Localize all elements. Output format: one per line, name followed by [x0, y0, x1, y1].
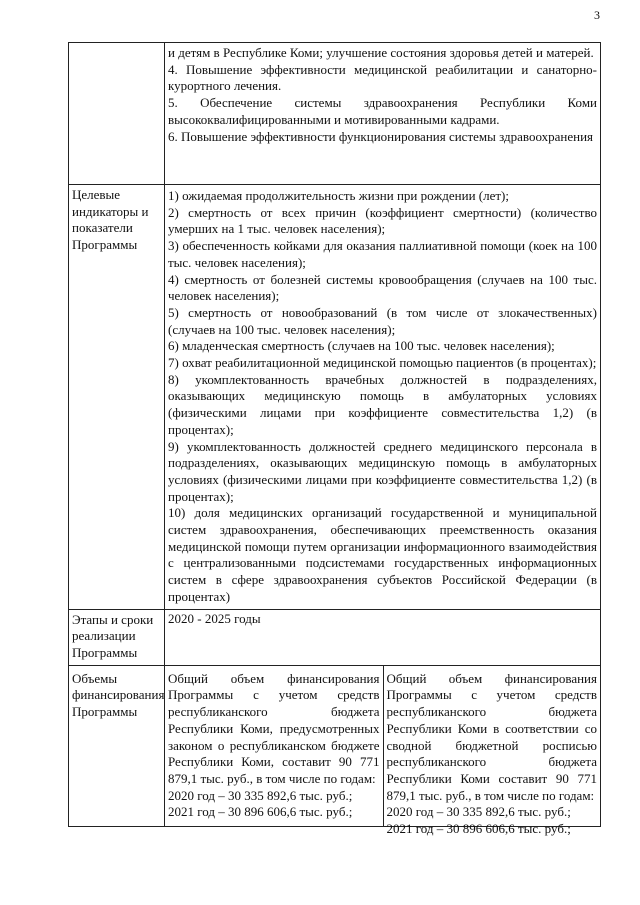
- program-passport-table: [68, 42, 601, 837]
- goals-line: 5. Обеспечение системы здравоохранения Республики Коми высококвалифицированными и мотивированными кадрами.: [168, 95, 597, 127]
- finance-column-right: [383, 666, 601, 837]
- finance-column-left: [165, 666, 383, 826]
- indicator-item: 9) укомплектованность должностей среднего медицинского персонала в подразделениях, оказывающих медицинскую помощь в амбулаторных условиях (физическими лицами при коэффициенте совместительства 1,2) (в процентах);: [168, 438, 597, 504]
- row-label-finance: Объемы финансирования Программы: [69, 665, 165, 826]
- table-row-indicators: [69, 185, 601, 610]
- row-label-goals: [69, 43, 165, 185]
- indicator-item: 8) укомплектованность врачебных должностей в подразделениях, оказывающих медицинскую помощь в амбулаторных условиях (физическими лицами при коэффициенте совместительства 1,2) (в процентах);: [168, 371, 597, 437]
- finance-text-right: Общий объем финансирования Программы с учетом средств республиканского бюджета Республики Коми в соответствии со сводной бюджетной росписью республиканского бюджета Республики Коми составит 90 771 879,1 тыс. руб., в том числе по годам:: [386, 670, 597, 803]
- goals-line: 6. Повышение эффективности функционирования системы здравоохранения: [168, 128, 594, 144]
- stages-value: 2020 - 2025 годы: [165, 609, 601, 665]
- table-row-stages: [69, 609, 601, 665]
- goals-line: и детям в Республике Коми; улучшение состояния здоровья детей и матерей.: [168, 45, 594, 60]
- indicator-item: 6) младенческая смертность (случаев на 100 тыс. человек населения);: [168, 338, 555, 354]
- finance-text-left: Общий объем финансирования Программы с учетом средств республиканского бюджета Республики Коми, предусмотренных законом о республиканском бюджете Республики Коми, составит 90 771 879,1 тыс. руб., в том числе по годам:: [168, 670, 380, 786]
- indicator-item: 1) ожидаемая продолжительность жизни при рождении (лет);: [168, 188, 509, 203]
- page-number: 3: [594, 8, 600, 22]
- goals-line: 4. Повышение эффективности медицинской реабилитации и санаторно-курортного лечения.: [168, 61, 597, 94]
- indicator-item: 7) охват реабилитационной медицинской помощью пациентов (в процентах);: [168, 355, 597, 371]
- finance-year-2021-left: 2021 год – 30 896 606,6 тыс. руб.;: [168, 804, 353, 820]
- indicator-item: 10) доля медицинских организаций государственной и муниципальной систем здравоохранения, обеспечивающих преемственность оказания медицинской помощи путем организации информационного взаимодействия с централизованными подсистемами государственных информационных систем в сфере здравоохранения субъектов Российской Федерации (в процентах): [168, 505, 597, 604]
- finance-content: [165, 665, 601, 837]
- finance-year-2021-right: 2021 год – 30 896 606,6 тыс. руб.;: [386, 821, 571, 837]
- row-label-indicators: Целевые индикаторы и показатели Программы: [69, 185, 165, 610]
- indicator-item: 5) смертность от новообразований (в том числе от злокачественных) (случаев на 100 тыс. человек населения);: [168, 304, 597, 337]
- indicator-item: 4) смертность от болезней системы кровообращения (случаев на 100 тыс. человек населения);: [168, 271, 597, 304]
- finance-year-2020-left: 2020 год – 30 335 892,6 тыс. руб.;: [168, 787, 353, 803]
- goals-content: [165, 43, 601, 185]
- table-row-finance: [69, 665, 601, 826]
- indicators-content: [165, 185, 601, 610]
- indicator-item: 3) обеспеченность койками для оказания паллиативной помощи (коек на 100 тыс. человек населения);: [168, 238, 597, 270]
- row-label-stages: Этапы и сроки реализации Программы: [69, 609, 165, 665]
- table-row-goals-continued: [69, 43, 601, 185]
- indicator-item: 2) смертность от всех причин (коэффициент смертности) (количество умерших на 1 тыс. человек населения);: [168, 204, 597, 237]
- finance-year-2020-right: 2020 год – 30 335 892,6 тыс. руб.;: [386, 804, 571, 820]
